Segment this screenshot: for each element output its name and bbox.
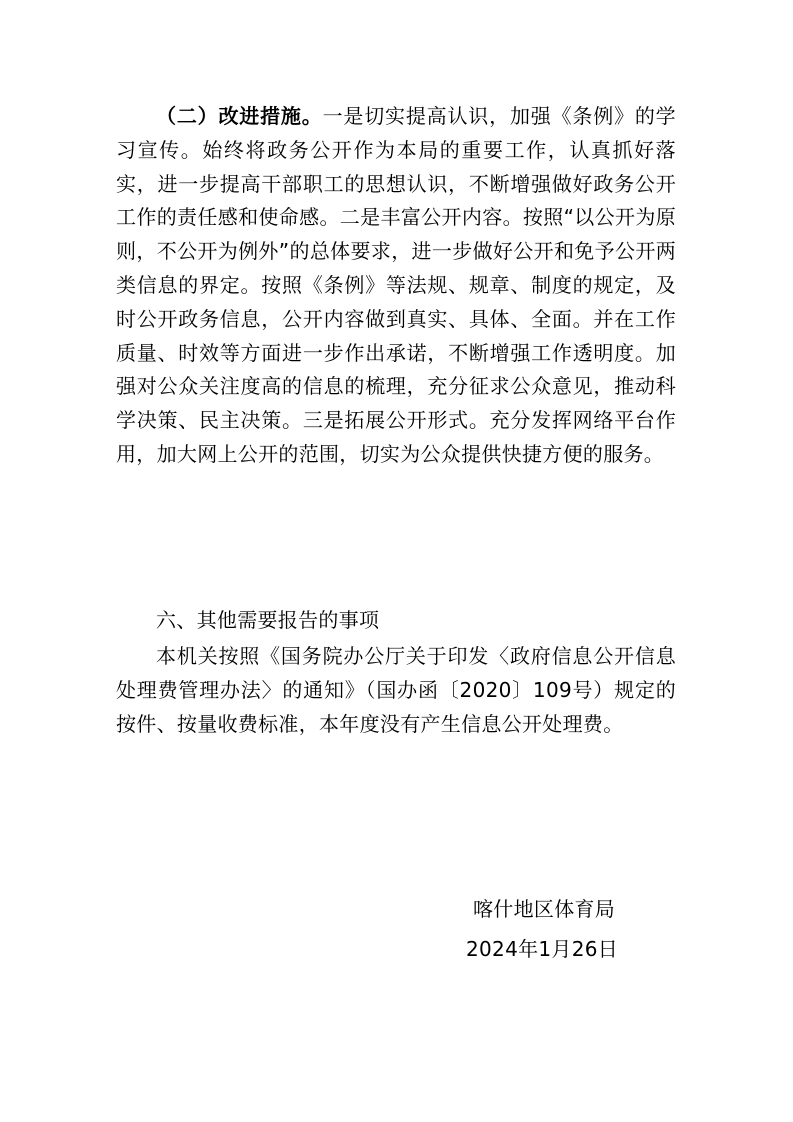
improvement-measures-section xyxy=(116,100,676,472)
improvement-measures-paragraph xyxy=(116,100,676,472)
section-six-paragraph: 本机关按照《国务院办公厅关于印发〈政府信息公开信息处理费管理办法〉的通知》（国办函〔2020〕109号）规定的按件、按量收费标准，本年度没有产生信息公开处理费。 xyxy=(116,644,676,736)
section-six-content xyxy=(116,640,676,741)
signature-date: 2024年1月26日 xyxy=(466,937,619,961)
section-six-heading: 六、其他需要报告的事项 xyxy=(156,608,380,632)
improvement-measures-lead: （二）改进措施。 xyxy=(156,104,323,128)
signature-organization: 喀什地区体育局 xyxy=(473,897,616,921)
improvement-measures-body: 一是切实提高认识，加强《条例》的学习宣传。始终将政务公开作为本局的重要工作，认真抓好落实，进一步提高干部职工的思想认识，不断增强做好政务公开工作的责任感和使命感。二是丰富公开内容。按照“以公开为原则，不公开为例外”的总体要求，进一步做好公开和免予公开两类信息的界定。按照《条例》等法规、规章、制度的规定，及时公开政务信息，公开内容做到真实、具体、全面。并在工作质量、时效等方面进一步作出承诺，不断增强工作透明度。加强对公众关注度高的信息的梳理，充分征求公众意见，推动科学决策、民主决策。三是拓展公开形式。充分发挥网络平台作用，加大网上公开的范围，切实为公众提供快捷方便的服务。 xyxy=(116,104,676,466)
